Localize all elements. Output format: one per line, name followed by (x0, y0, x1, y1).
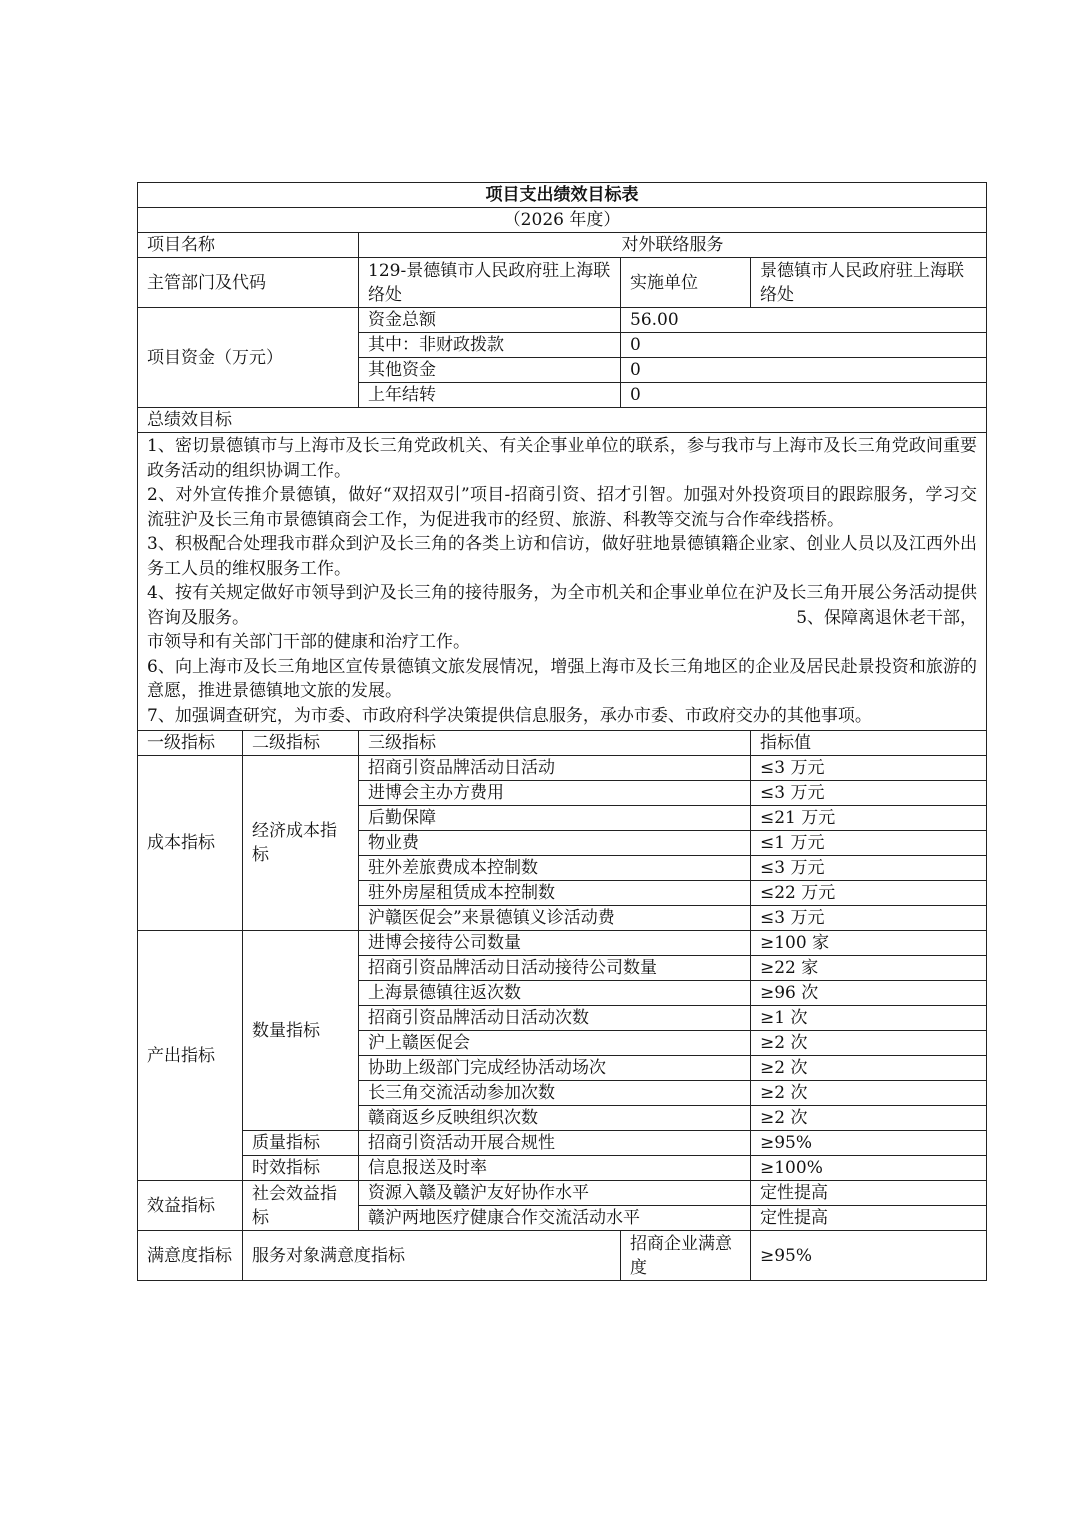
indicator-value: ≤3 万元 (751, 906, 987, 931)
overall-goal-label: 总绩效目标 (138, 408, 987, 433)
table-title: 项目支出绩效目标表 (138, 183, 987, 208)
funds-item-value: 0 (621, 383, 987, 408)
goal-item (147, 581, 977, 630)
indicator-name: 驻外房屋租赁成本控制数 (359, 881, 751, 906)
indicator-value: ≤21 万元 (751, 806, 987, 831)
project-name-label: 项目名称 (138, 233, 359, 258)
satisfaction-level3: 招商企业满意度 (621, 1231, 751, 1281)
indicator-value: 定性提高 (751, 1181, 987, 1206)
indicator-name: 赣沪两地医疗健康合作交流活动水平 (359, 1206, 751, 1231)
funds-item-value: 0 (621, 333, 987, 358)
indicator-value: ≥95% (751, 1131, 987, 1156)
goal-item: 市领导和有关部门干部的健康和治疗工作。 (147, 632, 470, 652)
indicator-name: 协助上级部门完成经协活动场次 (359, 1056, 751, 1081)
indicator-value: ≥96 次 (751, 981, 987, 1006)
goal-item: 7、加强调查研究，为市委、市政府科学决策提供信息服务，承办市委、市政府交办的其他事项。 (147, 705, 872, 726)
output-timeliness-label: 时效指标 (243, 1156, 359, 1181)
indicator-name: 赣商返乡反映组织次数 (359, 1106, 751, 1131)
cost-level2: 经济成本指标 (243, 756, 359, 931)
project-name-value: 对外联络服务 (359, 233, 987, 258)
indicator-name: 资源入赣及赣沪友好协作水平 (359, 1181, 751, 1206)
indicator-name: 进博会主办方费用 (359, 781, 751, 806)
benefit-level1: 效益指标 (138, 1181, 243, 1231)
funds-item-label: 上年结转 (359, 383, 621, 408)
goal-item: 2、对外宣传推介景德镇，做好“双招双引”项目-招商引资、招才引智。加强对外投资项目的跟踪服务，学习交流驻沪及长三角市景德镇商会工作，为促进我市的经贸、旅游、科教等交流与合作牵线搭桥。 (147, 485, 978, 530)
header-value: 指标值 (751, 731, 987, 756)
indicator-name: 招商引资活动开展合规性 (359, 1131, 751, 1156)
indicator-name: 招商引资品牌活动日活动次数 (359, 1006, 751, 1031)
indicator-name: 上海景德镇往返次数 (359, 981, 751, 1006)
indicator-value: ≤3 万元 (751, 856, 987, 881)
indicator-name: 物业费 (359, 831, 751, 856)
indicator-name: 沪赣医促会”来景德镇义诊活动费 (359, 906, 751, 931)
indicator-value: ≤3 万元 (751, 781, 987, 806)
header-level3: 三级指标 (359, 731, 751, 756)
indicator-value: ≤22 万元 (751, 881, 987, 906)
indicator-value: ≥100 家 (751, 931, 987, 956)
indicator-name: 沪上赣医促会 (359, 1031, 751, 1056)
indicator-name: 信息报送及时率 (359, 1156, 751, 1181)
satisfaction-value: ≥95% (751, 1231, 987, 1281)
goal-item-5: 5、保障离退休老干部， (796, 607, 978, 628)
funds-item-value: 0 (621, 358, 987, 383)
indicator-name: 招商引资品牌活动日活动接待公司数量 (359, 956, 751, 981)
indicator-value: ≥22 家 (751, 956, 987, 981)
indicator-name: 进博会接待公司数量 (359, 931, 751, 956)
overall-goal-text (138, 433, 987, 731)
indicator-name: 后勤保障 (359, 806, 751, 831)
indicator-name: 驻外差旅费成本控制数 (359, 856, 751, 881)
impl-value: 景德镇市人民政府驻上海联络处 (751, 258, 987, 308)
satisfaction-level2: 服务对象满意度指标 (243, 1231, 621, 1281)
satisfaction-level1: 满意度指标 (138, 1231, 243, 1281)
funds-label: 项目资金（万元） (138, 308, 359, 408)
performance-target-table (137, 182, 987, 1281)
cost-level1: 成本指标 (138, 756, 243, 931)
output-quantity-label: 数量指标 (243, 931, 359, 1131)
indicator-value: ≥2 次 (751, 1106, 987, 1131)
dept-value: 129-景德镇市人民政府驻上海联络处 (359, 258, 621, 308)
indicator-value: ≤3 万元 (751, 756, 987, 781)
indicator-value: ≥100% (751, 1156, 987, 1181)
indicator-value: ≥2 次 (751, 1031, 987, 1056)
funds-item-value: 56.00 (621, 308, 987, 333)
output-quality-label: 质量指标 (243, 1131, 359, 1156)
benefit-level2: 社会效益指标 (243, 1181, 359, 1231)
indicator-value: ≥1 次 (751, 1006, 987, 1031)
funds-item-label: 资金总额 (359, 308, 621, 333)
goal-item: 3、积极配合处理我市群众到沪及长三角的各类上访和信访，做好驻地景德镇籍企业家、创业人员以及江西外出务工人员的维权服务工作。 (147, 534, 978, 579)
header-level1: 一级指标 (138, 731, 243, 756)
indicator-value: ≤1 万元 (751, 831, 987, 856)
indicator-value: 定性提高 (751, 1206, 987, 1231)
header-level2: 二级指标 (243, 731, 359, 756)
table-year: （2026 年度） (138, 208, 987, 233)
indicator-name: 长三角交流活动参加次数 (359, 1081, 751, 1106)
indicator-value: ≥2 次 (751, 1056, 987, 1081)
indicator-name: 招商引资品牌活动日活动 (359, 756, 751, 781)
goal-item-4: 4、按有关规定做好市领导到沪及长三角的接待服务，为全市机关和企事业单位在沪及长三角开展公务活动提供咨询及服务。 (147, 583, 978, 628)
dept-label: 主管部门及代码 (138, 258, 359, 308)
output-level1: 产出指标 (138, 931, 243, 1181)
funds-item-label: 其他资金 (359, 358, 621, 383)
funds-item-label: 其中：非财政拨款 (359, 333, 621, 358)
goal-item: 1、密切景德镇市与上海市及长三角党政机关、有关企事业单位的联系，参与我市与上海市及长三角党政间重要政务活动的组织协调工作。 (147, 436, 978, 481)
impl-label: 实施单位 (621, 258, 751, 308)
indicator-value: ≥2 次 (751, 1081, 987, 1106)
goal-item: 6、向上海市及长三角地区宣传景德镇文旅发展情况，增强上海市及长三角地区的企业及居民赴景投资和旅游的意愿，推进景德镇地文旅的发展。 (147, 656, 978, 701)
